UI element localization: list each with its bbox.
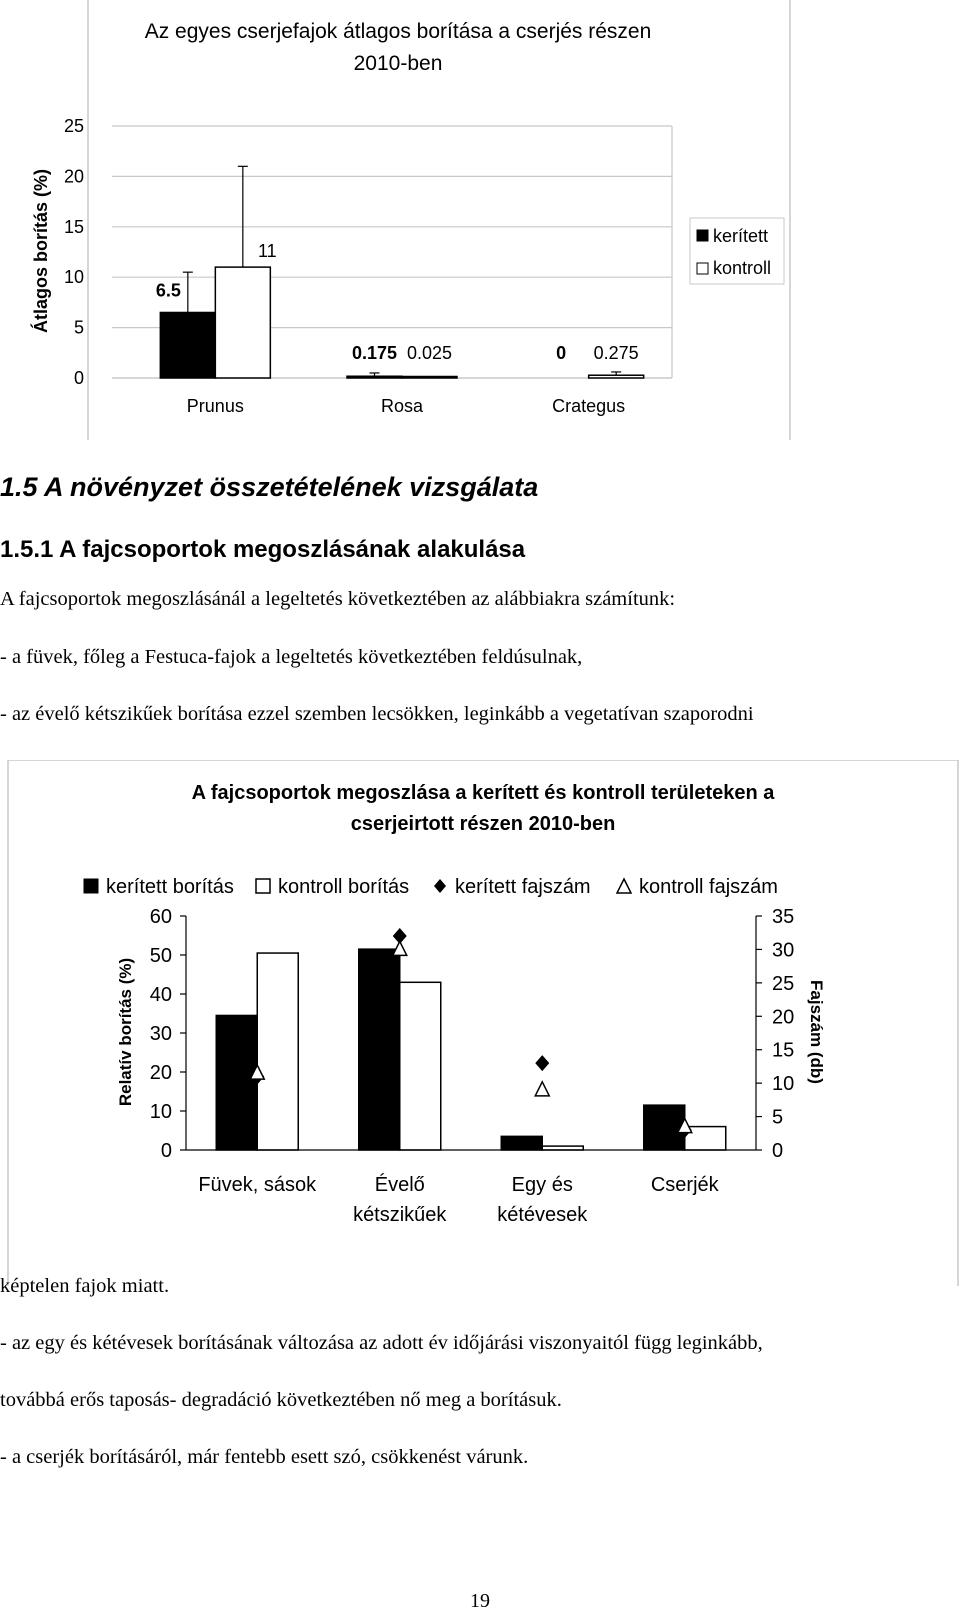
x-tick-label-egy-és-kétévesek: Egy és <box>511 1174 573 1196</box>
paragraph-5: - az egy és kétévesek borításának változása az adott év időjárási viszonyaitól függ leginkább, <box>0 1332 763 1354</box>
bar-kontroll-crategus <box>589 375 644 378</box>
y-tick-label: 60 <box>149 906 172 928</box>
y2-tick-label: 10 <box>772 1073 795 1096</box>
subsection-heading: 1.5.1 A fajcsoportok megoszlásának alakulása <box>0 536 526 563</box>
y2-tick-label: 20 <box>772 1006 795 1029</box>
y2-tick-label: 35 <box>772 906 795 928</box>
x-tick-label-rosa: Rosa <box>380 396 424 416</box>
y2-tick-label: 25 <box>772 972 795 995</box>
y-tick-label: 5 <box>73 317 84 338</box>
paragraph-6: továbbá erős taposás- degradáció következtében nő meg a borításuk. <box>0 1389 562 1411</box>
paragraph-1: A fajcsoportok megoszlásánál a legeltetés következtében az alábbiakra számítunk: <box>0 588 676 610</box>
bar-kontroll-borítás-füvek-sások <box>257 953 298 1150</box>
x-tick-label-crategus: Crategus <box>552 396 626 416</box>
page-number: 19 <box>470 1590 490 1612</box>
data-label-kerített-rosa: 0.175 <box>351 343 398 363</box>
y-tick-label: 0 <box>73 368 84 388</box>
x-tick-label-füvek-sások: Füvek, sások <box>198 1174 317 1196</box>
y-tick-label: 50 <box>149 945 172 967</box>
x-tick-label-évelő-kétszikűek: kétszikűek <box>353 1204 447 1226</box>
chart-title-line-1: A fajcsoportok megoszlása a kerített és kontroll területeken a <box>191 782 775 804</box>
y-tick-label: 0 <box>160 1140 172 1162</box>
y-tick-label: 30 <box>149 1023 172 1045</box>
chart-title-line-1: Az egyes cserjefajok átlagos borítása a cserjés részen <box>144 20 652 43</box>
section-heading: 1.5 A növényzet összetételének vizsgálata <box>0 472 539 502</box>
y-tick-label: 25 <box>63 116 84 136</box>
legend-swatch-kerített-borítás <box>84 879 98 893</box>
legend-marker-diamond <box>434 879 446 893</box>
data-label-kerített-crategus: 0 <box>556 343 567 363</box>
legend-label-kontroll: kontroll <box>713 258 772 278</box>
paragraph-2: - a füvek, főleg a Festuca-fajok a legeltetés következtében feldúsulnak, <box>0 646 583 668</box>
data-label-kerített-prunus: 6.5 <box>155 280 181 301</box>
marker-kontroll-fajszám-egy-és-kétévesek <box>535 1082 549 1096</box>
legend <box>690 218 784 284</box>
data-label-kontroll-crategus: 0.275 <box>593 343 639 363</box>
legend-swatch-kontroll <box>697 263 708 274</box>
bar-kerített-borítás-évelő-kétszikűek <box>359 949 400 1150</box>
bar-kontroll-prunus <box>215 267 270 378</box>
legend-label-kontroll-borítás: kontroll borítás <box>278 876 410 898</box>
group-chart <box>0 760 960 1286</box>
y2-tick-label: 30 <box>772 939 795 962</box>
y2-tick-label: 5 <box>772 1106 784 1129</box>
cover-chart <box>0 0 960 450</box>
chart-title-line-2: 2010-ben <box>353 52 443 75</box>
paragraph-3: - az évelő kétszikűek borítása ezzel szemben lecsökken, leginkább a vegetatívan szaporodni <box>0 703 754 725</box>
y-tick-label: 10 <box>149 1101 172 1123</box>
paragraph-4: képtelen fajok miatt. <box>0 1275 170 1297</box>
legend-label-kerített-fajszám: kerített fajszám <box>455 876 591 898</box>
y2-tick-label: 0 <box>772 1140 784 1162</box>
paragraph-7: - a cserjék borításáról, már fentebb esett szó, csökkenést várunk. <box>0 1446 529 1468</box>
bar-kerített-rosa <box>347 376 402 378</box>
x-tick-label-egy-és-kétévesek: kétévesek <box>497 1204 588 1226</box>
data-label-kontroll-prunus: 11 <box>257 241 277 262</box>
x-tick-label-prunus: Prunus <box>186 396 244 416</box>
y-axis-label: Átlagos borítás (%) <box>31 168 51 334</box>
legend-swatch-kerített <box>697 230 708 241</box>
y-axis-label: Relatív borítás (%) <box>116 957 135 1107</box>
bar-kerített-borítás-egy-és-kétévesek <box>501 1136 542 1150</box>
y-tick-label: 10 <box>63 267 84 288</box>
y-tick-label: 20 <box>149 1062 172 1084</box>
chart-title-line-2: cserjeirtott részen 2010-ben <box>350 813 616 835</box>
y-tick-label: 40 <box>149 984 172 1006</box>
legend-marker-triangle <box>617 879 631 893</box>
legend-label-kontroll-fajszám: kontroll fajszám <box>639 876 778 898</box>
legend-label-kerített: kerített <box>713 226 769 246</box>
y-tick-label: 15 <box>63 216 84 237</box>
y2-axis-label: Fajszám (db) <box>807 980 826 1084</box>
x-tick-label-cserjék: Cserjék <box>650 1174 719 1196</box>
x-tick-label-évelő-kétszikűek: Évelő <box>374 1174 425 1196</box>
legend <box>84 876 778 898</box>
legend-label-kerített-borítás: kerített borítás <box>106 876 234 898</box>
y-tick-label: 20 <box>63 166 84 187</box>
bar-kontroll-borítás-évelő-kétszikűek <box>400 982 441 1150</box>
marker-kerített-fajszám-egy-és-kétévesek <box>535 1055 549 1071</box>
legend-swatch-kontroll-borítás <box>256 879 270 893</box>
bar-kerített-prunus <box>160 312 215 378</box>
y2-tick-label: 15 <box>772 1039 795 1062</box>
bar-kontroll-rosa <box>402 377 457 379</box>
bar-kerített-borítás-cserjék <box>644 1105 685 1150</box>
bar-kerített-borítás-füvek-sások <box>216 1015 257 1150</box>
data-label-kontroll-rosa: 0.025 <box>406 343 453 363</box>
